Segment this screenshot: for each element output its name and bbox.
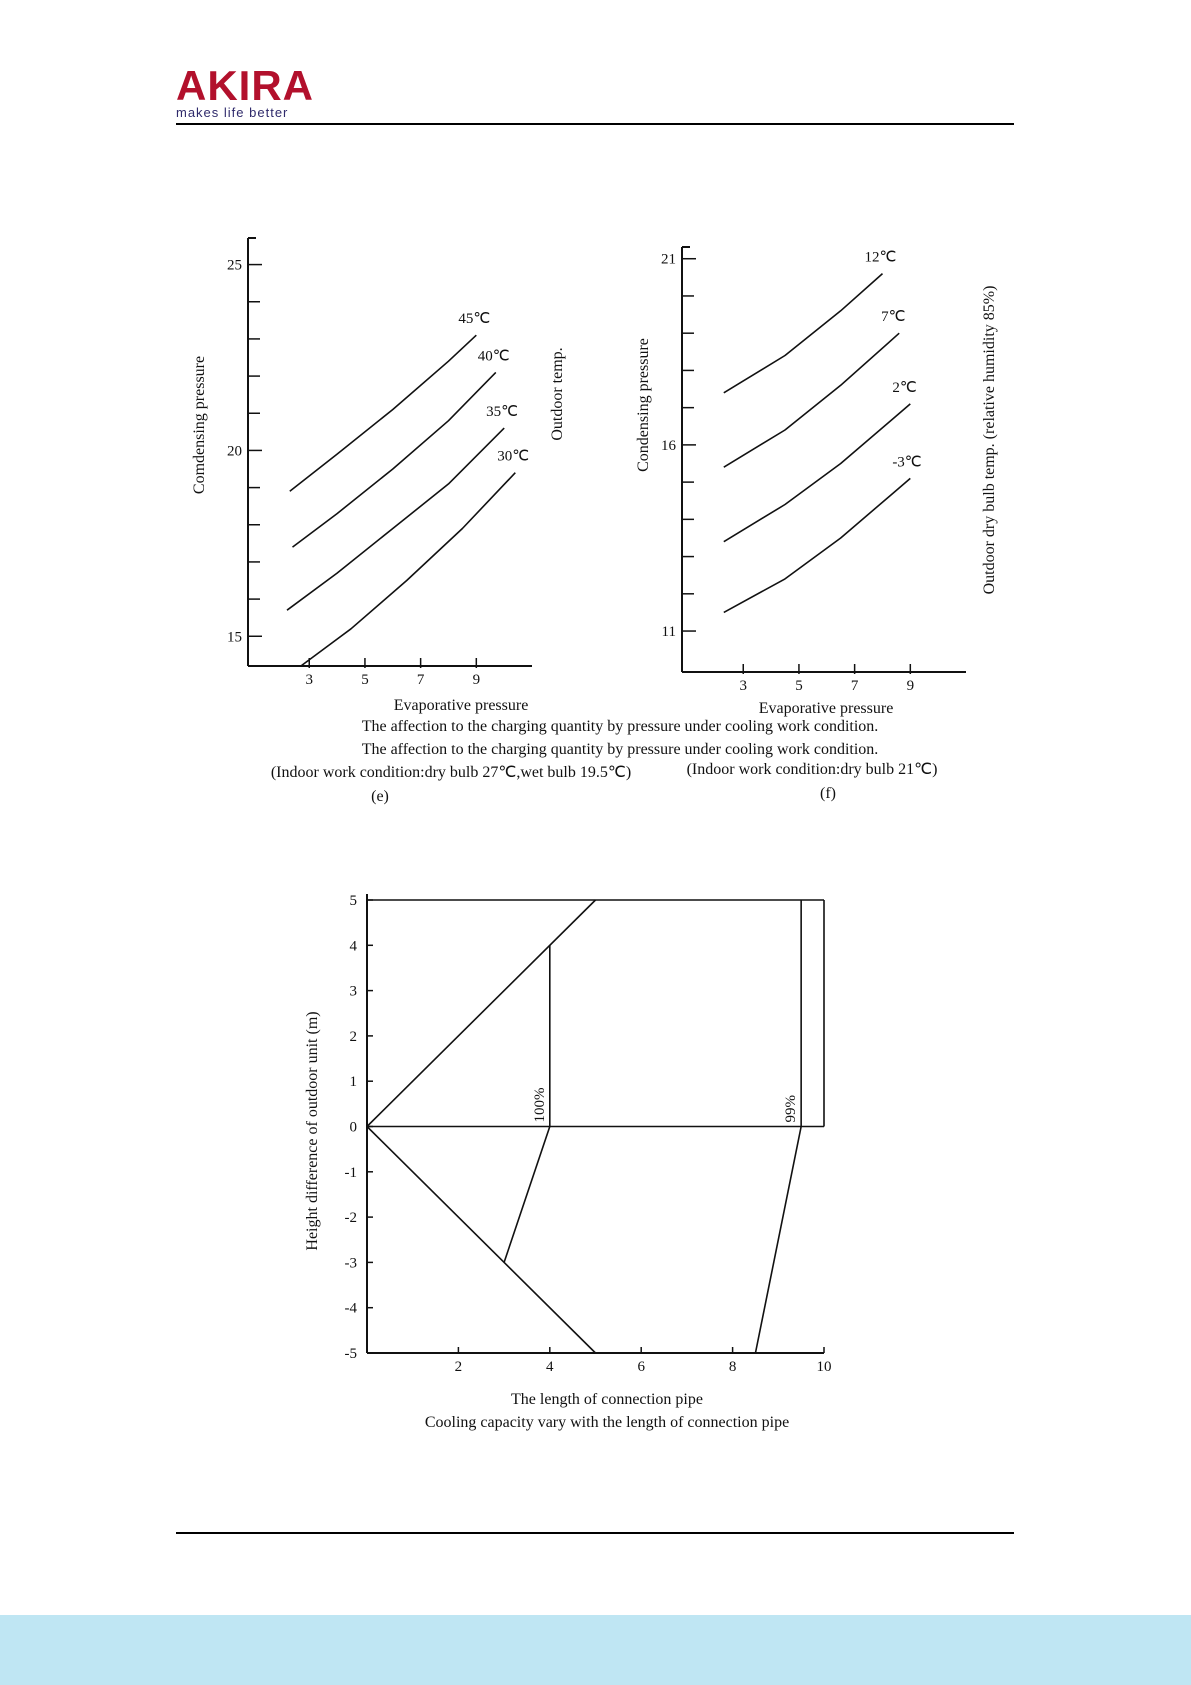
series-line (724, 404, 911, 542)
x-tick-label: 5 (795, 678, 803, 694)
series-label: 2℃ (892, 379, 917, 396)
chart-pipe-labels (532, 1088, 799, 1123)
y-tick-label: 1 (349, 1074, 357, 1091)
series-line (724, 478, 911, 612)
x-tick-label: 9 (906, 678, 915, 694)
y-tick-label: 0 (349, 1119, 357, 1136)
series-line (301, 473, 515, 666)
y-tick-label: -4 (344, 1300, 357, 1317)
chart-f-ylabel: Condensing pressure (635, 338, 652, 472)
y-tick-label: 15 (227, 629, 242, 646)
x-tick-label: 9 (472, 672, 481, 688)
chart-e-ylabel: Comdensing pressure (191, 355, 208, 495)
series-label: -3℃ (892, 454, 922, 471)
x-tick-label: 6 (637, 1359, 645, 1375)
chart-e-axes (248, 238, 532, 666)
y-tick-label: 16 (661, 437, 676, 454)
caption-condition-f: (Indoor work condition:dry bulb 21℃) (686, 761, 938, 778)
y-tick-label: 20 (227, 443, 242, 460)
chart-pipe-ylabel: Height difference of outdoor unit (m) (304, 1011, 321, 1251)
x-tick-label: 10 (816, 1359, 832, 1375)
series-label: 35℃ (486, 404, 519, 421)
chart-f-axes (682, 247, 966, 672)
series-label: 7℃ (881, 309, 906, 326)
y-tick-label: 2 (349, 1028, 357, 1045)
chart-pipe-xlabel: The length of connection pipe (511, 1391, 703, 1408)
series-label: 30℃ (497, 448, 530, 465)
caption-line-1: The affection to the charging quantity by pressure under cooling work condition. (361, 718, 879, 735)
caption-line-2: The affection to the charging quantity by pressure under cooling work condition. (361, 741, 879, 758)
caption-label-f: (f) (820, 785, 836, 802)
pipe-segment (504, 1127, 550, 1263)
pipe-label: 100% (531, 1087, 548, 1123)
x-tick-label: 5 (361, 672, 369, 688)
chart-e-series-labels (458, 311, 529, 465)
chart-f-legend-title: Outdoor dry bulb temp. (relative humidity 85%) (981, 285, 998, 595)
y-tick-label: -3 (344, 1255, 357, 1272)
chart-f (635, 247, 998, 717)
caption-label-e: (e) (371, 788, 389, 805)
chart-pipe-axes (367, 894, 824, 1353)
x-tick-label: 2 (454, 1359, 463, 1375)
chart-f-xlabel: Evaporative pressure (758, 700, 894, 717)
x-tick-label: 4 (546, 1359, 554, 1375)
chart-e-ticks (227, 258, 480, 688)
x-tick-label: 3 (739, 678, 748, 694)
pipe-segment (755, 1127, 801, 1354)
x-tick-label: 7 (416, 672, 425, 688)
footer-rule (176, 1532, 1014, 1534)
chart-pipe-title: Cooling capacity vary with the length of connection pipe (424, 1414, 790, 1431)
series-label: 12℃ (864, 249, 897, 266)
chart-e-xlabel: Evaporative pressure (393, 697, 529, 714)
chart-e-series (287, 335, 515, 666)
x-tick-label: 3 (305, 672, 314, 688)
chart-pipe (304, 893, 832, 1431)
y-tick-label: 25 (227, 257, 242, 274)
brand-logo: AKIRA (176, 62, 314, 109)
y-tick-label: 11 (661, 624, 676, 641)
footer-band (0, 1615, 1191, 1685)
chart-pipe-segments (367, 900, 824, 1353)
chart-pipe-ticks (345, 893, 832, 1375)
y-tick-label: -2 (344, 1210, 357, 1227)
chart-f-ticks (661, 249, 917, 694)
pipe-label: 99% (783, 1095, 800, 1123)
y-tick-label: 4 (349, 938, 357, 955)
y-tick-label: 5 (349, 893, 357, 909)
x-tick-label: 7 (850, 678, 859, 694)
series-label: 40℃ (477, 348, 510, 365)
series-line (724, 274, 883, 393)
series-line (724, 333, 899, 467)
chart-e-legend-title: Outdoor temp. (549, 347, 566, 441)
y-tick-label: 21 (661, 251, 676, 268)
y-tick-label: 3 (349, 983, 357, 1000)
series-line (290, 335, 477, 491)
y-tick-label: -1 (344, 1164, 357, 1181)
caption-condition-e: (Indoor work condition:dry bulb 27℃,wet bulb 19.5℃) (270, 764, 632, 781)
chart-e (191, 238, 566, 714)
y-tick-label: -5 (344, 1346, 357, 1362)
pipe-segment (367, 1127, 596, 1354)
pipe-segment (367, 900, 596, 1127)
brand-tagline: makes life better (176, 105, 289, 120)
series-label: 45℃ (458, 311, 491, 328)
series-line (293, 372, 496, 547)
x-tick-label: 8 (728, 1359, 737, 1375)
